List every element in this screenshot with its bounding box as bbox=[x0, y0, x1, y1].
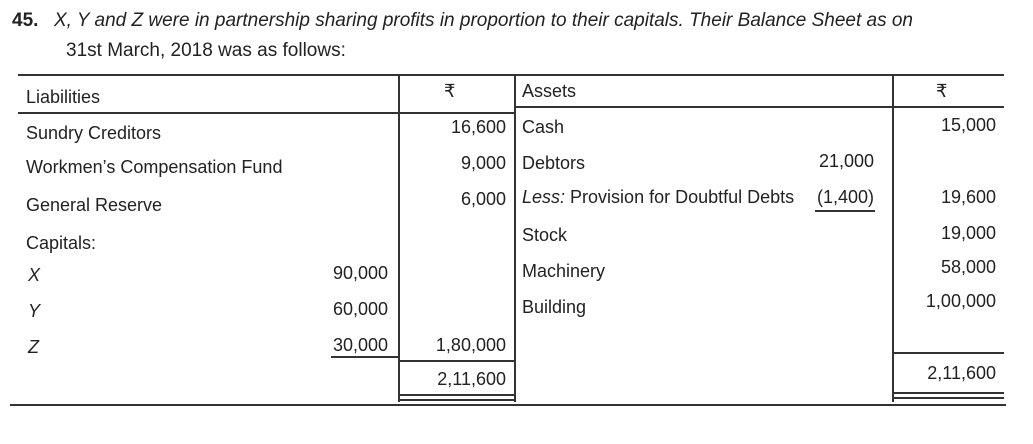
capital-z-underline bbox=[331, 356, 398, 358]
workmen-fund-amount: 9,000 bbox=[460, 153, 506, 173]
question-text bbox=[12, 6, 1017, 66]
assets-total-top-rule bbox=[892, 352, 1004, 354]
capital-y-label: Y bbox=[28, 301, 41, 321]
machinery-amount: 58,000 bbox=[940, 257, 996, 277]
general-reserve-label: General Reserve bbox=[26, 195, 163, 215]
stock-label: Stock bbox=[522, 225, 568, 245]
balance-sheet-table bbox=[18, 68, 1004, 406]
liabilities-header: Liabilities bbox=[26, 87, 101, 107]
liabilities-total-amount: 2,11,600 bbox=[437, 369, 506, 389]
question-number: 45. bbox=[12, 10, 39, 31]
machinery-label: Machinery bbox=[522, 261, 606, 281]
capitals-label: Capitals: bbox=[26, 233, 97, 253]
capital-z-amount: 30,000 bbox=[332, 335, 388, 355]
total-double-rule-left-1 bbox=[398, 394, 514, 396]
question-line-1 bbox=[12, 6, 1017, 36]
liabilities-currency-header: ₹ bbox=[444, 81, 456, 101]
question-line-1-text: X, Y and Z were in partnership sharing profits in proportion to their capitals. Their Balance Sheet as on bbox=[54, 10, 913, 31]
debtors-label: Debtors bbox=[522, 153, 586, 173]
capital-z-label: Z bbox=[28, 337, 39, 357]
sundry-creditors-amount: 16,600 bbox=[450, 117, 506, 137]
provision-less-prefix: Less: bbox=[522, 187, 566, 207]
debtors-net-amount: 19,600 bbox=[940, 187, 996, 207]
provision-label bbox=[522, 186, 794, 208]
capitals-total-amount: 1,80,000 bbox=[435, 335, 506, 355]
sundry-creditors-label: Sundry Creditors bbox=[26, 123, 162, 143]
assets-total-amount: 2,11,600 bbox=[927, 363, 996, 383]
provision-inner-amount: (1,400) bbox=[816, 187, 874, 207]
question-line-2: 31st March, 2018 was as follows: bbox=[66, 40, 346, 61]
header-bottom-rule-left bbox=[18, 112, 514, 114]
assets-header: Assets bbox=[522, 81, 577, 101]
center-divider-rule bbox=[514, 74, 516, 402]
table-top-rule bbox=[18, 74, 1004, 76]
capital-y-amount: 60,000 bbox=[332, 299, 388, 319]
assets-currency-header: ₹ bbox=[936, 81, 948, 101]
general-reserve-amount: 6,000 bbox=[460, 189, 506, 209]
provision-underline bbox=[815, 210, 875, 212]
table-bottom-rule bbox=[10, 404, 1006, 406]
workmen-fund-label: Workmen’s Compensation Fund bbox=[26, 157, 283, 177]
building-amount: 1,00,000 bbox=[925, 291, 996, 311]
capital-x-label: X bbox=[28, 265, 41, 285]
total-double-rule-left-2 bbox=[398, 399, 514, 401]
provision-text: Provision for Doubtful Debts bbox=[570, 187, 795, 207]
capital-x-amount: 90,000 bbox=[332, 263, 388, 283]
stock-amount: 19,000 bbox=[940, 223, 996, 243]
debtors-inner-amount: 21,000 bbox=[818, 151, 874, 171]
cash-amount: 15,000 bbox=[940, 115, 996, 135]
cash-label: Cash bbox=[522, 117, 565, 137]
liabilities-total-top-rule bbox=[398, 360, 514, 362]
total-double-rule-right-2 bbox=[892, 397, 1004, 399]
total-double-rule-right-1 bbox=[892, 392, 1004, 394]
building-label: Building bbox=[522, 297, 587, 317]
header-bottom-rule-right bbox=[514, 106, 1004, 108]
